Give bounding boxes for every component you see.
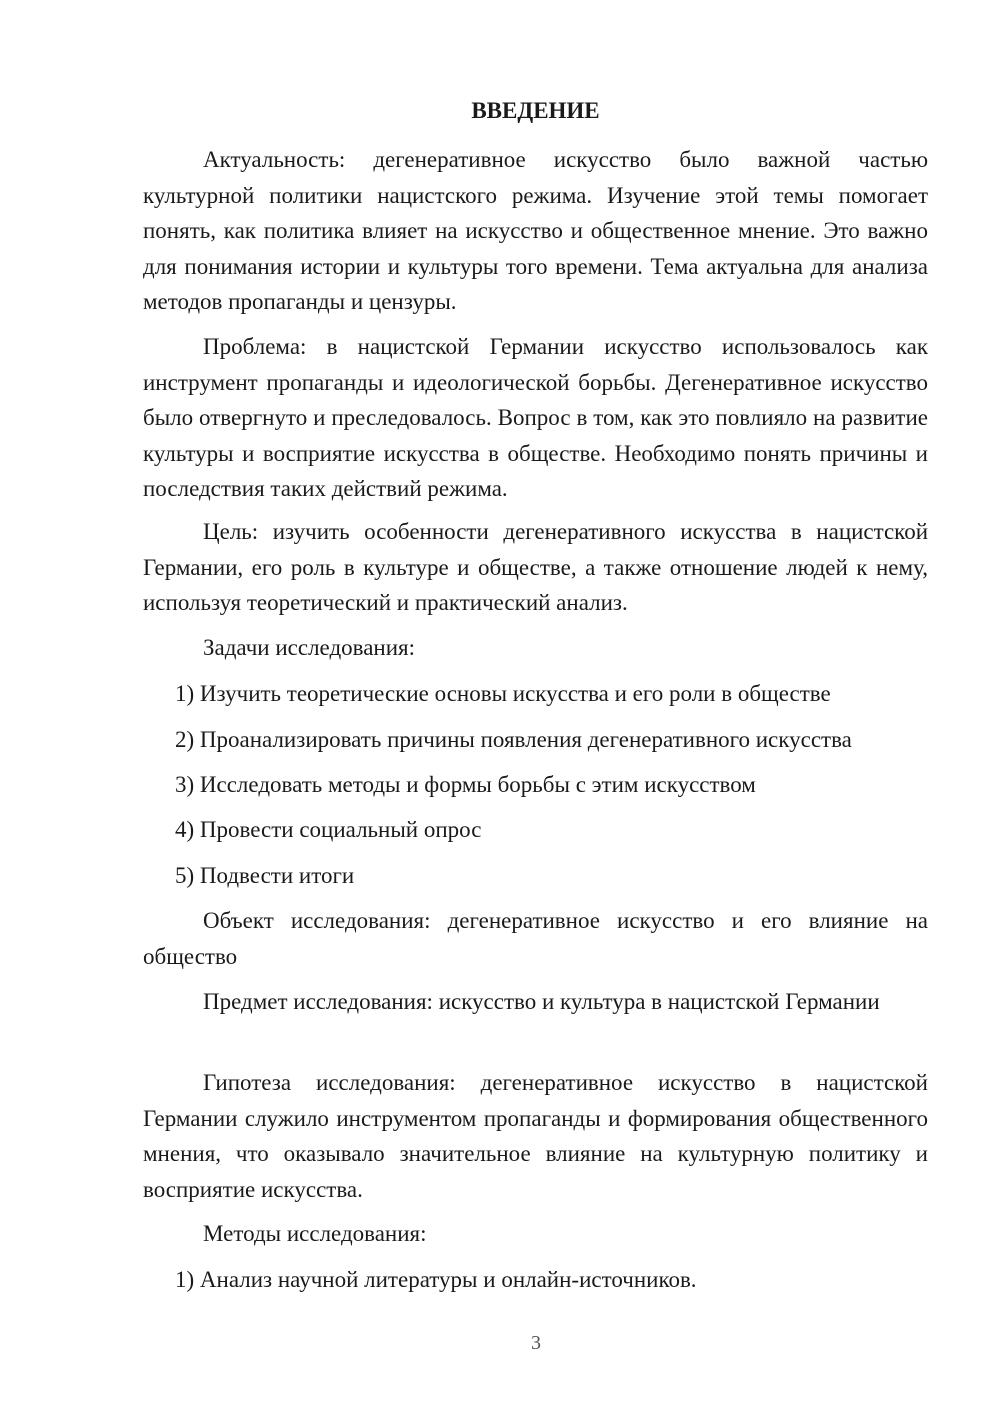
hypothesis-paragraph: Гипотеза исследования: дегенеративное искусство в нацистской Германии служило инструментом пропаганды и формирования общественного мнения, что оказывало значительное влияние на культурную политику и восприятие искусства. — [143, 1070, 928, 1202]
subject-paragraph: Предмет исследования: искусство и культура в нацистской Германии — [203, 989, 880, 1014]
task-item: 4) Провести социальный опрос — [175, 817, 482, 842]
task-item: 5) Подвести итоги — [175, 863, 355, 888]
tasks-heading: Задачи исследования: — [203, 635, 416, 660]
task-item: 2) Проанализировать причины появления дегенеративного искусства — [175, 727, 852, 752]
methods-heading: Методы исследования: — [203, 1221, 427, 1246]
task-item: 1) Изучить теоретические основы искусства и его роли в обществе — [175, 681, 831, 706]
method-item: 1) Анализ научной литературы и онлайн-источников. — [175, 1267, 697, 1292]
page-title: ВВЕДЕНИЕ — [471, 98, 600, 123]
task-item: 3) Исследовать методы и формы борьбы с этим искусством — [175, 772, 756, 797]
goal-paragraph: Цель: изучить особенности дегенеративного искусства в нацистской Германии, его роль в культуре и обществе, а также отношение людей к нему, используя теоретический и практический анализ. — [143, 519, 928, 615]
object-paragraph: Объект исследования: дегенеративное искусство и его влияние на общество — [143, 908, 928, 969]
problem-paragraph: Проблема: в нацистской Германии искусство использовалось как инструмент пропаганды и идеологической борьбы. Дегенеративное искусство было отвергнуто и преследовалось. Вопрос в том, как это повлияло на развитие культуры и восприятие искусства в обществе. Необходимо понять причины и последствия таких действий режима. — [143, 334, 928, 501]
page-number: 3 — [531, 1332, 541, 1354]
relevance-paragraph: Актуальность: дегенеративное искусство было важной частью культурной политики нацистского режима. Изучение этой темы помогает понять, как политика влияет на искусство и общественное мнение. Это важно для понимания истории и культуры того времени. Тема актуальна для анализа методов пропаганды и цензуры. — [143, 147, 928, 314]
